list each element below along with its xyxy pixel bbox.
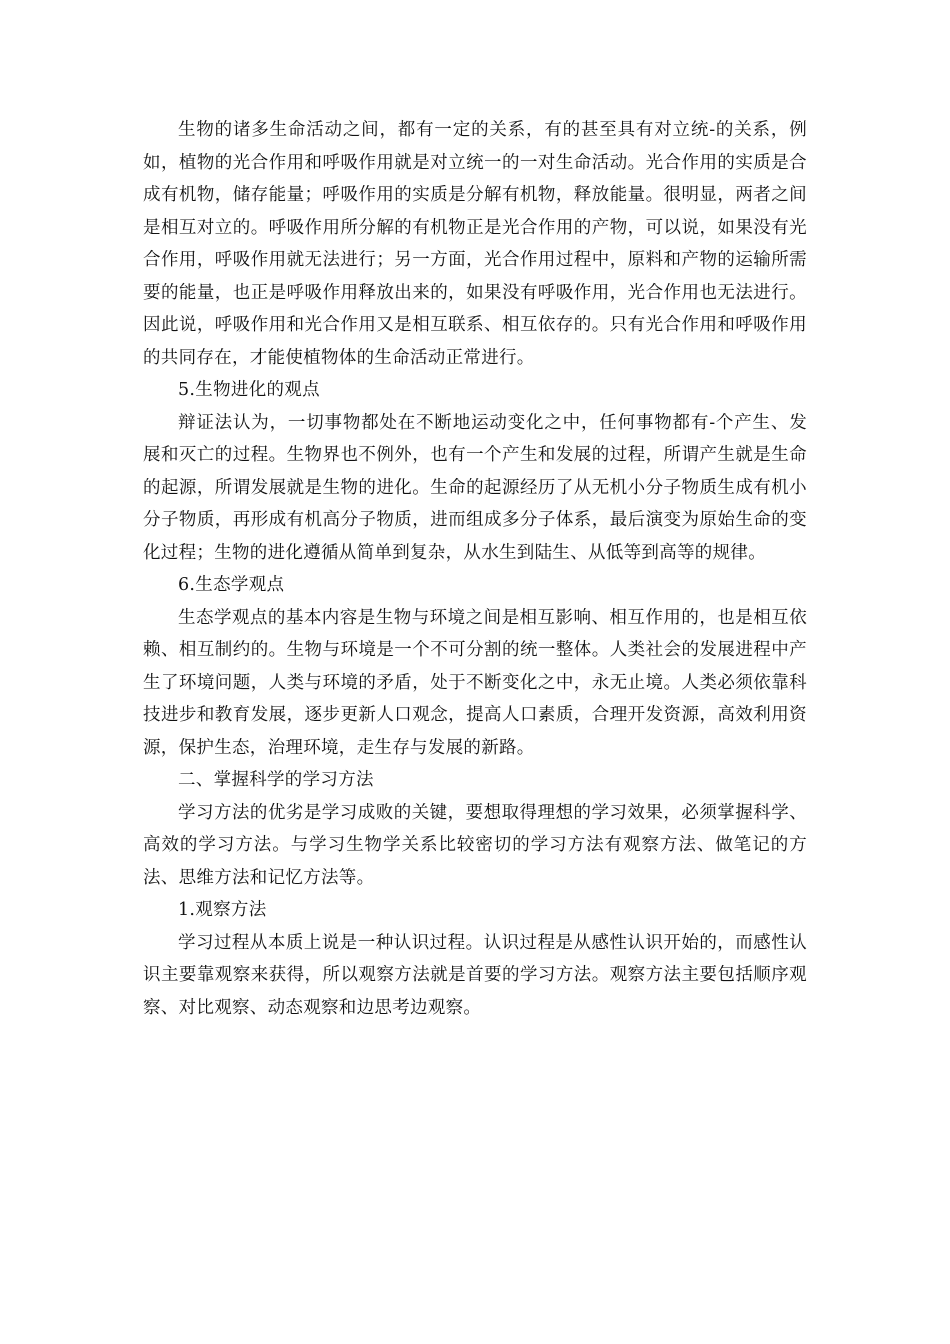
document-body [143,114,807,1024]
heading-learning-methods: 二、掌握科学的学习方法 [178,770,374,790]
paragraph-learning-methods: 学习方法的优劣是学习成败的关键，要想取得理想的学习效果，必须掌握科学、高效的学习方法。与学习生物学关系比较密切的学习方法有观察方法、做笔记的方法、思维方法和记忆方法等。 [143,802,807,888]
paragraph-evolution: 辩证法认为，一切事物都处在不断地运动变化之中，任何事物都有-个产生、发展和灭亡的过程。生物界也不例外，也有一个产生和发展的过程，所谓产生就是生命的起源，所谓发展就是生物的进化。生命的起源经历了从无机小分子物质生成有机小分子物质，再形成有机高分子物质，进而组成多分子体系，最后演变为原始生命的变化过程；生物的进化遵循从简单到复杂，从水生到陆生、从低等到高等的规律。 [143,412,807,563]
paragraph-ecology: 生态学观点的基本内容是生物与环境之间是相互影响、相互作用的，也是相互依赖、相互制约的。生物与环境是一个不可分割的统一整体。人类社会的发展进程中产生了环境问题，人类与环境的矛盾，处于不断变化之中，永无止境。人类必须依靠科技进步和教育发展，逐步更新人口观念，提高人口素质，合理开发资源，高效利用资源，保护生态，治理环境，走生存与发展的新路。 [143,607,807,758]
heading-observation: 1.观察方法 [178,900,267,920]
paragraph-photosynthesis-respiration: 生物的诸多生命活动之间，都有一定的关系，有的甚至具有对立统-的关系，例如，植物的光合作用和呼吸作用就是对立统一的一对生命活动。光合作用的实质是合成有机物，储存能量；呼吸作用的实质是分解有机物，释放能量。很明显，两者之间是相互对立的。呼吸作用所分解的有机物正是光合作用的产物，可以说，如果没有光合作用，呼吸作用就无法进行；另一方面，光合作用过程中，原料和产物的运输所需要的能量，也正是呼吸作用释放出来的，如果没有呼吸作用，光合作用也无法进行。因此说，呼吸作用和光合作用又是相互联系、相互依存的。只有光合作用和呼吸作用的共同存在，才能使植物体的生命活动正常进行。 [143,120,807,368]
paragraph-observation: 学习过程从本质上说是一种认识过程。认识过程是从感性认识开始的，而感性认识主要靠观察来获得，所以观察方法就是首要的学习方法。观察方法主要包括顺序观察、对比观察、动态观察和边思考边观察。 [143,932,807,1018]
heading-evolution: 5.生物进化的观点 [178,380,320,400]
heading-ecology: 6.生态学观点 [178,575,285,595]
